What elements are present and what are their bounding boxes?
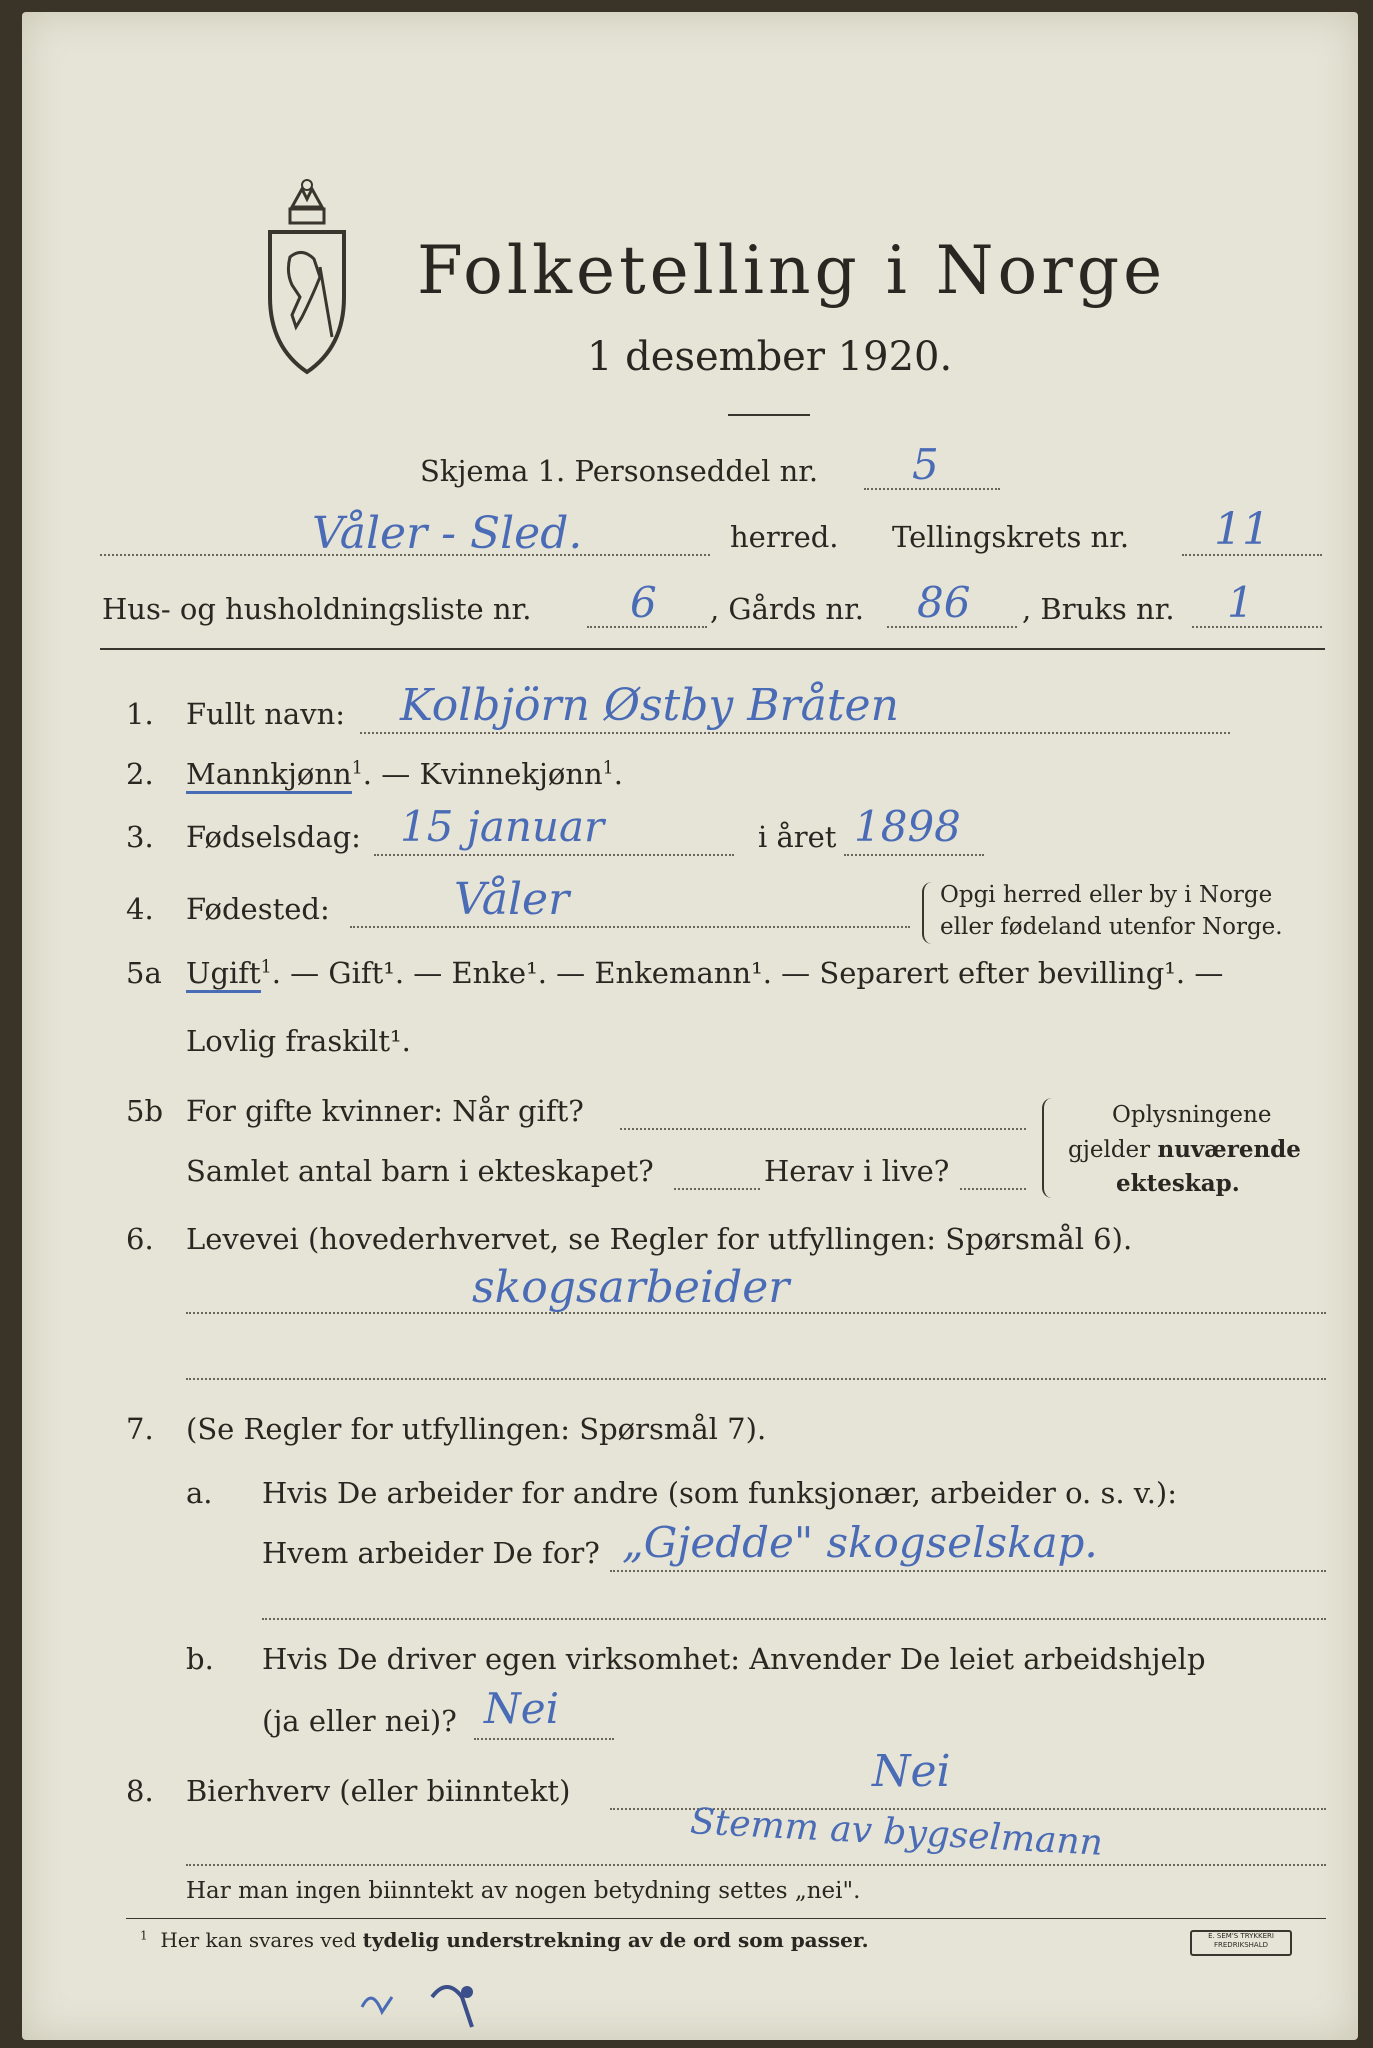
q5b-children-label: Samlet antal barn i ekteskapet? — [186, 1154, 654, 1188]
q7a-letter: a. — [186, 1476, 213, 1510]
q2-options: Mannkjønn$^1$. — Kvinnekjønn$^1$. — [186, 757, 623, 791]
district-label: Tellingskrets nr. — [892, 520, 1130, 554]
holding-line — [1192, 626, 1322, 628]
q5b-children-line — [674, 1188, 760, 1190]
q2-separator: . — — [362, 757, 420, 791]
q3-birthday-value: 15 januar — [400, 802, 605, 851]
q8-label: Bierhverv (eller biinntekt) — [186, 1774, 571, 1808]
household-label: Hus- og husholdningsliste nr. — [102, 592, 532, 626]
q5b-note-line2 — [1068, 1136, 1301, 1163]
norway-coat-of-arms-icon — [262, 177, 352, 382]
q7-label: (Se Regler for utfyllingen: Spørsmål 7). — [186, 1412, 767, 1446]
census-form-sheet — [22, 12, 1358, 2040]
q3-year-value: 1898 — [854, 802, 961, 851]
q7a-employer-value: „Gjedde" skogselskap. — [622, 1518, 1098, 1567]
q6-number: 6. — [126, 1222, 154, 1256]
q3-number: 3. — [126, 820, 154, 854]
holding-label: , Bruks nr. — [1022, 592, 1175, 626]
q7b-line — [474, 1738, 614, 1740]
q4-label: Fødested: — [186, 892, 330, 926]
q5b-note-brace — [1042, 1098, 1054, 1198]
q6-label: Levevei (hovederhvervet, se Regler for utfyllingen: Spørsmål 6). — [186, 1222, 1133, 1256]
q2-end: . — [613, 757, 623, 791]
q7b-line2: (ja eller nei)? — [262, 1704, 457, 1738]
q7a-line2: Hvem arbeider De for? — [262, 1536, 600, 1570]
footnote-text-b: tydelig understrekning av de ord som passer. — [362, 1928, 869, 1952]
q1-number: 1. — [126, 697, 154, 731]
q3-year-label: i året — [758, 820, 837, 854]
q4-note-line2: eller fødeland utenfor Norge. — [940, 914, 1283, 940]
q7a-extra-line — [262, 1618, 1326, 1620]
q2-male: Mannkjønn — [186, 757, 352, 794]
q8-side-income-value2: Stemm av bygselmann — [689, 1801, 1104, 1864]
q3-year-line — [844, 854, 984, 856]
municipality-value: Våler - Sled. — [312, 508, 583, 559]
q1-line — [360, 732, 1230, 734]
title-divider — [728, 414, 810, 416]
q7a-line — [610, 1570, 1326, 1572]
q5b-note-line2b: nuværende — [1157, 1136, 1301, 1163]
q5a-ugift: Ugift — [186, 956, 261, 993]
q5b-alive-label: Herav i live? — [764, 1154, 950, 1188]
q6-occupation-value: skogsarbeider — [472, 1262, 790, 1313]
holding-value: 1 — [1227, 578, 1254, 627]
q8-side-income-value: Nei — [872, 1746, 951, 1797]
q5b-note-line2a: gjelder — [1068, 1137, 1158, 1163]
footnote-text-a: Her kan svares ved — [160, 1928, 363, 1952]
q7b-letter: b. — [186, 1642, 214, 1676]
q6-line2 — [186, 1378, 1326, 1380]
q5b-married-when-line — [620, 1128, 1026, 1130]
q8-number: 8. — [126, 1774, 154, 1808]
q4-line — [350, 926, 910, 928]
q5b-note-line1: Oplysningene — [1112, 1102, 1272, 1128]
q1-label: Fullt navn: — [186, 697, 346, 731]
schema-label: Skjema 1. Personseddel nr. — [420, 454, 819, 488]
q1-full-name-value: Kolbjörn Østby Bråten — [400, 680, 899, 731]
footnote — [140, 1928, 869, 1952]
printer-stamp-line1: E. SEM'S TRYKKERI — [1208, 1932, 1274, 1940]
q2-female: Kvinnekjønn — [419, 757, 603, 791]
form-title: Folketelling i Norge — [417, 232, 1167, 309]
footnote-separator — [126, 1918, 1326, 1919]
q5b-number: 5b — [126, 1094, 164, 1128]
q7b-hired-help-value: Nei — [484, 1684, 560, 1733]
printer-stamp-line2: FREDRIKSHALD — [1213, 1941, 1268, 1949]
q4-note-brace — [922, 882, 932, 944]
q4-number: 4. — [126, 892, 154, 926]
q8-note: Har man ingen biinntekt av nogen betydning settes „nei". — [186, 1878, 861, 1904]
herred-label: herred. — [730, 520, 839, 554]
schema-number-value: 5 — [912, 440, 939, 489]
q5a-line2: Lovlig fraskilt¹. — [186, 1024, 411, 1058]
farm-label: , Gårds nr. — [710, 592, 864, 626]
q5a-rest: . — Gift¹. — Enke¹. — Enkemann¹. — Separert efter bevilling¹. — — [271, 956, 1224, 990]
q2-number: 2. — [126, 757, 154, 791]
q5a-options: Ugift$^1$. — Gift¹. — Enke¹. — Enkemann¹. — Separert efter bevilling¹. — — [186, 956, 1223, 990]
q5b-note-line3: ekteskap. — [1116, 1170, 1240, 1197]
q5b-married-when-label: For gifte kvinner: Når gift? — [186, 1094, 584, 1128]
q3-birthday-line — [374, 854, 734, 856]
q5b-alive-line — [960, 1188, 1026, 1190]
q7b-line1: Hvis De driver egen virksomhet: Anvender De leiet arbeidshjelp — [262, 1642, 1206, 1676]
q4-birthplace-value: Våler — [454, 874, 570, 925]
footnote-mark: 1 — [140, 1928, 148, 1943]
printer-stamp — [1190, 1930, 1292, 1956]
district-value: 11 — [1214, 504, 1270, 555]
farm-value: 86 — [917, 578, 971, 627]
ink-scribble-icon — [352, 1967, 502, 2037]
q8-line2 — [186, 1864, 1326, 1866]
q3-label: Fødselsdag: — [186, 820, 361, 854]
household-value: 6 — [630, 578, 657, 627]
q5a-number: 5a — [126, 956, 162, 990]
header-separator — [100, 648, 1325, 650]
census-date: 1 desember 1920. — [587, 334, 953, 380]
q7a-line1: Hvis De arbeider for andre (som funksjonær, arbeider o. s. v.): — [262, 1476, 1178, 1510]
q4-note-line1: Opgi herred eller by i Norge — [940, 882, 1273, 908]
q7-number: 7. — [126, 1412, 154, 1446]
